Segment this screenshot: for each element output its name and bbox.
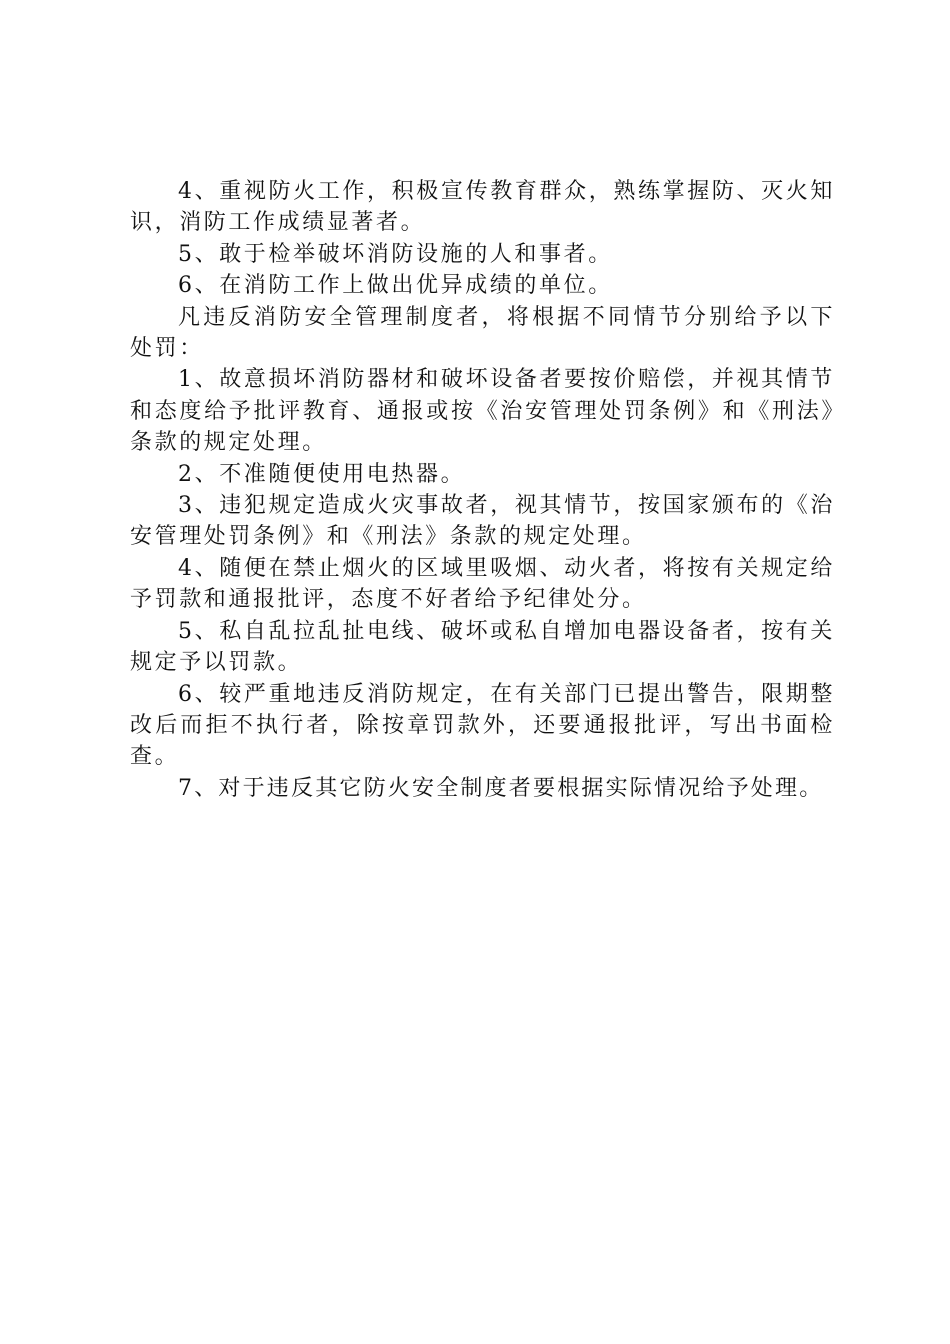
paragraph-penalty-4: 4、随便在禁止烟火的区域里吸烟、动火者，将按有关规定给予罚款和通报批评，态度不好者给予纪律处分。 (130, 555, 835, 613)
paragraph-penalty-6: 6、较严重地违反消防规定，在有关部门已提出警告，限期整改后而拒不执行者，除按章罚款外，还要通报批评，写出书面检查。 (130, 681, 835, 770)
document-body (130, 176, 835, 804)
paragraph-reward-4: 4、重视防火工作，积极宣传教育群众，熟练掌握防、灭火知识，消防工作成绩显著者。 (130, 179, 835, 236)
paragraph-penalty-5: 5、私自乱拉乱扯电线、破坏或私自增加电器设备者，按有关规定予以罚款。 (130, 618, 835, 676)
paragraph-penalty-7: 7、对于违反其它防火安全制度者要根据实际情况给予处理。 (178, 775, 824, 801)
paragraph-penalty-intro: 凡违反消防安全管理制度者，将根据不同情节分别给予以下处罚： (130, 304, 835, 362)
paragraph-penalty-3: 3、违犯规定造成火灾事故者，视其情节，按国家颁布的《治安管理处罚条例》和《刑法》条款的规定处理。 (130, 493, 835, 550)
paragraph-reward-5: 5、敢于检举破坏消防设施的人和事者。 (178, 241, 613, 267)
paragraph-reward-6: 6、在消防工作上做出优异成绩的单位。 (178, 273, 613, 299)
paragraph-penalty-1: 1、故意损坏消防器材和破坏设备者要按价赔偿，并视其情节和态度给予批评教育、通报或按《治安管理处罚条例》和《刑法》条款的规定处理。 (130, 367, 835, 456)
paragraph-penalty-2: 2、不准随便使用电热器。 (178, 461, 466, 487)
